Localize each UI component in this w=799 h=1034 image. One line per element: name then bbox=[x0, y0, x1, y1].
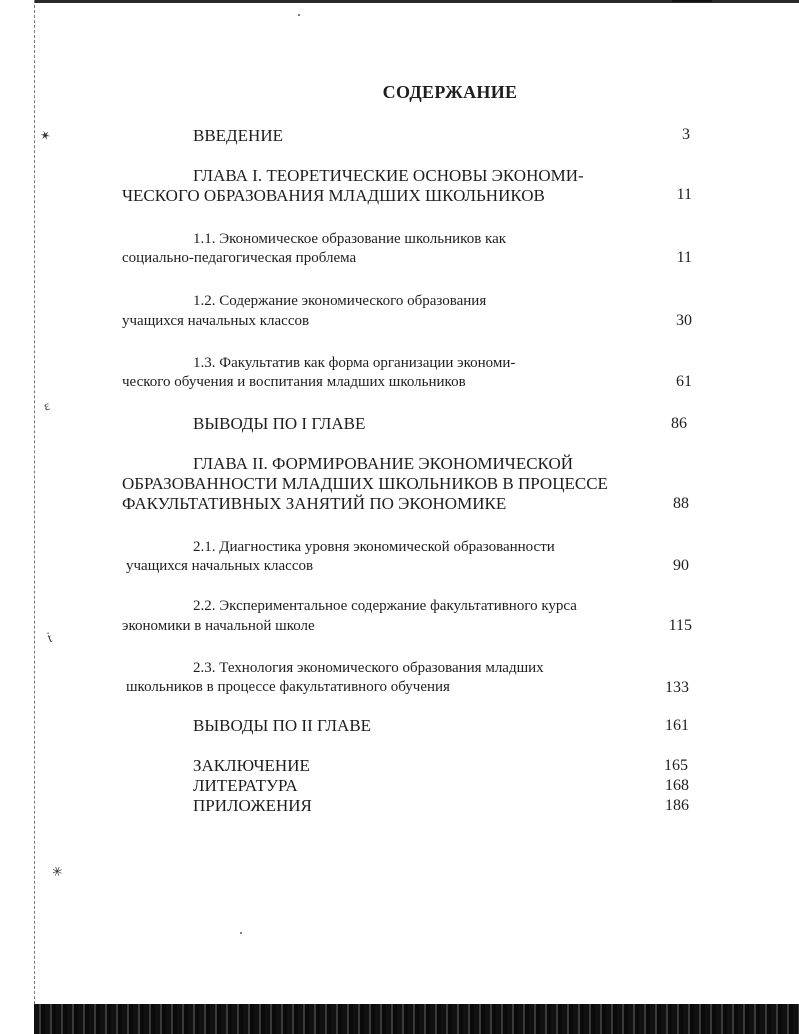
toc-section-2-2: 2.2. Экспериментальное содержание факультативного курса bbox=[193, 598, 577, 614]
toc-chapter1-page: 11 bbox=[676, 186, 692, 203]
toc-section-2-1-cont: учащихся начальных классов bbox=[126, 558, 314, 574]
scan-speck bbox=[298, 14, 300, 16]
toc-intro-label: ВВЕДЕНИЕ bbox=[193, 126, 283, 145]
toc-section-2-1: 2.1. Диагностика уровня экономической образованности bbox=[193, 539, 555, 555]
toc-section-1-3: 1.3. Факультатив как форма организации экономи- bbox=[193, 355, 516, 371]
toc-literature-page: 168 bbox=[665, 777, 689, 794]
scan-left-edge bbox=[34, 0, 35, 1034]
page-title: СОДЕРЖАНИЕ bbox=[382, 82, 518, 102]
margin-mark-icon: ɛ bbox=[41, 397, 52, 414]
scan-bottom-edge bbox=[34, 1004, 799, 1034]
toc-section-2-3-cont: школьников в процессе факультативного обучения bbox=[126, 679, 450, 695]
toc-section-2-2-cont: экономики в начальной школе bbox=[122, 618, 315, 634]
toc-chapter2-conclusions-page: 161 bbox=[665, 717, 689, 734]
toc-section-1-1-cont: социально-педагогическая проблема bbox=[122, 250, 357, 266]
toc-section-2-1-page: 90 bbox=[673, 557, 689, 574]
toc-appendices-page: 186 bbox=[665, 797, 689, 814]
scan-speck bbox=[240, 932, 242, 934]
toc-section-1-1-page: 11 bbox=[676, 249, 692, 266]
toc-chapter1-heading-cont: ЧЕСКОГО ОБРАЗОВАНИЯ МЛАДШИХ ШКОЛЬНИКОВ bbox=[122, 186, 545, 205]
toc-section-2-3: 2.3. Технология экономического образования младших bbox=[193, 660, 544, 676]
toc-chapter2-page: 88 bbox=[673, 495, 689, 512]
margin-mark-icon: ṫ bbox=[45, 629, 54, 646]
toc-section-2-2-page: 115 bbox=[668, 617, 692, 634]
toc-appendices: ПРИЛОЖЕНИЯ bbox=[193, 796, 312, 815]
toc-section-2-3-page: 133 bbox=[665, 679, 689, 696]
toc-chapter1-conclusions: ВЫВОДЫ ПО I ГЛАВЕ bbox=[193, 414, 366, 433]
toc-literature: ЛИТЕРАТУРА bbox=[193, 776, 298, 795]
toc-chapter2-heading-cont: ОБРАЗОВАННОСТИ МЛАДШИХ ШКОЛЬНИКОВ В ПРОЦЕССЕ bbox=[122, 474, 608, 493]
toc-section-1-2: 1.2. Содержание экономического образования bbox=[193, 293, 487, 309]
toc-chapter1-conclusions-page: 86 bbox=[671, 415, 687, 432]
toc-section-1-1: 1.1. Экономическое образование школьников как bbox=[193, 231, 507, 247]
toc-chapter2-conclusions: ВЫВОДЫ ПО II ГЛАВЕ bbox=[193, 716, 372, 735]
toc-intro-page: 3 bbox=[682, 126, 690, 143]
toc-section-1-2-cont: учащихся начальных классов bbox=[122, 313, 310, 329]
toc-chapter2-heading-cont2: ФАКУЛЬТАТИВНЫХ ЗАНЯТИЙ ПО ЭКОНОМИКЕ bbox=[122, 494, 507, 513]
toc-chapter2-heading: ГЛАВА II. ФОРМИРОВАНИЕ ЭКОНОМИЧЕСКОЙ bbox=[193, 454, 574, 473]
toc-conclusion: ЗАКЛЮЧЕНИЕ bbox=[193, 756, 310, 775]
toc-conclusion-page: 165 bbox=[664, 757, 688, 774]
toc-chapter1-heading: ГЛАВА I. ТЕОРЕТИЧЕСКИЕ ОСНОВЫ ЭКОНОМИ- bbox=[193, 166, 584, 185]
toc-section-1-2-page: 30 bbox=[676, 312, 692, 329]
toc-section-1-3-cont: ческого обучения и воспитания младших школьников bbox=[122, 374, 466, 390]
toc-section-1-3-page: 61 bbox=[676, 373, 692, 390]
margin-mark-icon: ✶ bbox=[37, 126, 53, 145]
scan-top-mark bbox=[672, 0, 712, 2]
margin-mark-icon: ✳ bbox=[49, 862, 65, 881]
